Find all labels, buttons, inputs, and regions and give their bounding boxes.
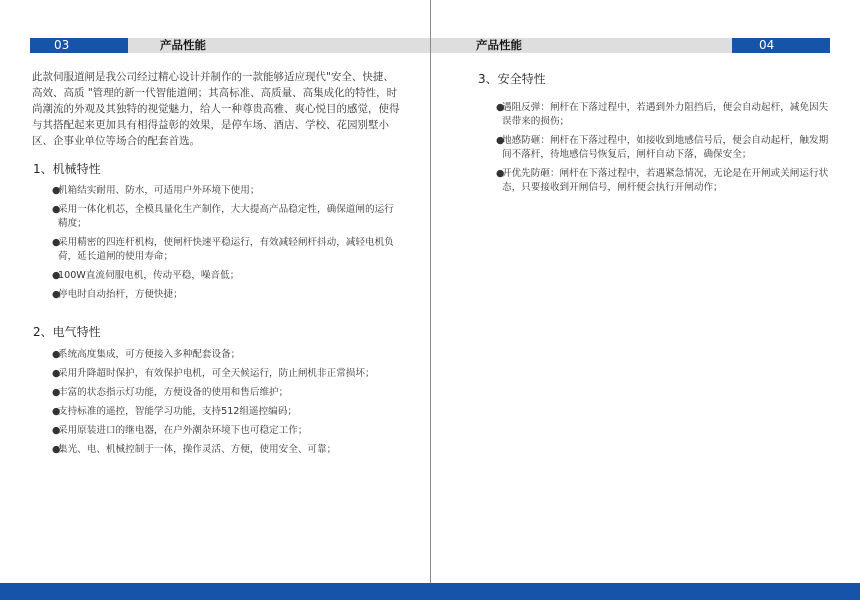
header-title: 产品性能 (160, 38, 206, 52)
list-item: ● 采用升降超时保护，有效保护电机，可全天候运行，防止闸机非正常损坏； (52, 368, 375, 379)
header-title: 产品性能 (476, 38, 522, 52)
list-item: ● 机箱结实耐用、防水，可适用户外环境下使用； (52, 185, 260, 196)
list-item: ● 丰富的状态指示灯功能，方便设备的使用和售后维护； (52, 387, 289, 398)
bullet-icon: ● (52, 349, 61, 360)
list-item: ● 停电时自动抬杆，方便快捷； (52, 289, 183, 300)
electrical-features-list (52, 348, 402, 462)
list-item: ● 支持标准的遥控，智能学习功能，支持512组遥控编码； (52, 406, 297, 417)
list-item: ● 集光、电、机械控制于一体，操作灵活、方便，使用安全、可靠； (52, 444, 337, 455)
bullet-icon: ● (52, 185, 61, 196)
list-item: ● 采用原装进口的继电器，在户外潮杂环境下也可稳定工作； (52, 425, 308, 436)
bullet-icon: ● (52, 425, 61, 436)
list-item: ● 地感防砸：闸杆在下落过程中，如接收到地感信号后，便会自动起杆，触发期间不落杆，待地感信号恢复后，闸杆自动下落，确保安全； (496, 135, 829, 160)
bullet-icon: ● (496, 168, 505, 179)
list-item: ● 采用精密的四连杆机构，使闸杆快速平稳运行，有效减轻闸杆抖动，减轻电机负荷，延长道闸的使用寿命； (52, 237, 394, 262)
bullet-icon: ● (496, 135, 505, 146)
bullet-icon: ● (52, 387, 61, 398)
intro-paragraph: 此款伺服道闸是我公司经过精心设计并制作的一款能够适应现代"安全、快捷、高效、高质 "管理的新一代智能道闸；其高标准、高质量、高集成化的特性，时尚潮流的外观及其独特的视觉魅力，给人一种尊贵高雅、爽心悦目的感觉，使得与其搭配起来更加具有相得益彰的效果，是停车场、酒店、学校、花园别墅小区、企事业单位等场合的配套首选。 (32, 71, 400, 147)
list-item: ● 100W直流伺服电机，传动平稳，噪音低； (52, 270, 240, 281)
list-item: ● 系统高度集成，可方便接入多种配套设备； (52, 349, 241, 360)
section-heading-safety: 3、安全特性 (478, 72, 546, 86)
section-heading-electrical: 2、电气特性 (33, 325, 101, 339)
list-item: ● 开优先防砸：闸杆在下落过程中，若遇紧急情况，无论是在开闸或关闸运行状态，只要接收到开闸信号，闸杆便会执行开闸动作； (496, 168, 829, 193)
right-page (431, 0, 860, 600)
bullet-icon: ● (52, 444, 61, 455)
list-item: ● 采用一体化机芯，全模具量化生产制作，大大提高产品稳定性，确保道闸的运行精度； (52, 204, 394, 229)
bullet-icon: ● (52, 270, 61, 281)
bullet-icon: ● (52, 237, 61, 248)
safety-features-list (496, 101, 836, 200)
list-item: ● 遇阻反弹：闸杆在下落过程中，若遇到外力阻挡后，便会自动起杆，减免因失误带来的损伤； (496, 102, 829, 127)
mechanical-features-list (52, 184, 402, 307)
bullet-icon: ● (52, 204, 61, 215)
bullet-icon: ● (52, 368, 61, 379)
page-number: 03 (30, 38, 128, 53)
section-heading-mechanical: 1、机械特性 (33, 162, 101, 176)
footer-bar (0, 583, 860, 600)
bullet-icon: ● (52, 289, 61, 300)
bullet-icon: ● (496, 102, 505, 113)
page-number: 04 (732, 38, 830, 53)
bullet-icon: ● (52, 406, 61, 417)
